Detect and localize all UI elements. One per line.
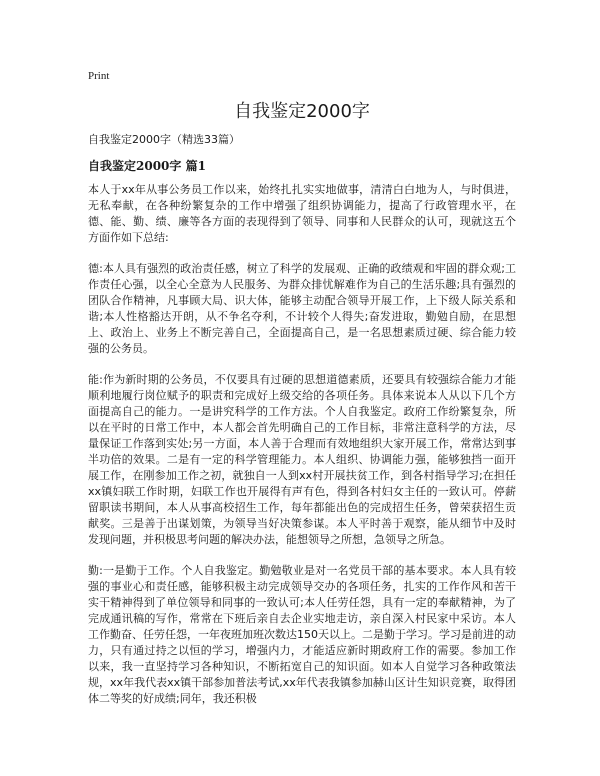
body-text: [88, 182, 516, 722]
paragraph-intro: 本人于xx年从事公务员工作以来，始终扎扎实实地做事，清清白白地为人，与时俱进，无私奉献，在各种纷繁复杂的工作中增强了组织协调能力，提高了行政管理水平，在德、能、勤、绩、廉等各方面的表现得到了领导、同事和人民群众的认可，现就这五个方面作如下总结:: [88, 183, 516, 244]
paragraph-qin: 勤:一是勤于工作。个人自我鉴定。勤勉敬业是对一名党员干部的基本要求。本人具有较强的事业心和责任感，能够积极主动完成领导交办的各项任务，扎实的工作作风和苦干实干精神得到了单位领导和同事的一致认可;本人任劳任怨，具有一定的奉献精神，为了完成通讯稿的写作，常常在下班后亲自去企业实地走访，亲自深入村民家中采访。本人工作勤奋、任劳任怨，一年夜班加班次数达150天以上。二是勤于学习。学习是前进的动力，只有通过持之以恒的学习，增强内力，才能适应新时期政府工作的需要。参加工作以来，我一直坚持学习各种知识，不断拓宽自己的知识面。如本人自觉学习各种政策法规，xx年我代表xx镇干部参加普法考试,xx年代表我镇参加赫山区计生知识竞赛，取得团体二等奖的好成绩;同年，我还积极: [88, 564, 516, 705]
paragraph-neng: 能:作为新时期的公务员，不仅要具有过硬的思想道德素质，还要具有较强综合能力才能顺利地履行岗位赋予的职责和完成好上级交给的各项任务。具体来说本人从以下几个方面提高自己的能力。一是讲究科学的工作方法。个人自我鉴定。政府工作纷繁复杂，所以在平时的日常工作中，本人都会首先明确自己的工作目标，非常注意科学的方法，尽量保证工作落到实处;另一方面，本人善于合理而有效地组织大家开展工作，常常达到事半功倍的效果。二是有一定的科学管理能力。本人组织、协调能力强，能够独挡一面开展工作，在刚参加工作之初，就独自一人到xx村开展扶贫工作，到各村指导学习;在担任xx镇妇联工作时期，妇联工作也开展得有声有色，得到各村妇女主任的一致认可。停薪留职读书期间，本人从事高校招生工作，每年都能出色的完成招生任务，曾荣获招生贡献奖。三是善于出谋划策，为领导当好决策参谋。本人平时善于观察，能从细节中及时发现问题，并积极思考问题的解决办法，能想领导之所想，急领导之所急。: [88, 373, 516, 546]
document-title: 自我鉴定2000字: [234, 101, 370, 122]
paragraph-de: 德:本人具有强烈的政治责任感，树立了科学的发展观、正确的政绩观和牢固的群众观;工作责任心强，以全心全意为人民服务、为群众排忧解难作为自己的生活乐趣;具有强烈的团队合作精神，凡事顾大局、识大体，能够主动配合领导开展工作，上下级人际关系和谐;本人性格豁达开朗，从不争名夺利，不计较个人得失;奋发进取，勤勉自励，在思想上、政治上、业务上不断完善自己，全面提高自己，是一名思想素质过硬、综合能力较强的公务员。: [88, 262, 516, 355]
document-subtitle: 自我鉴定2000字（精选33篇）: [88, 133, 240, 146]
section-heading: 自我鉴定2000字 篇1: [88, 159, 206, 173]
print-link[interactable]: Print: [88, 70, 110, 82]
